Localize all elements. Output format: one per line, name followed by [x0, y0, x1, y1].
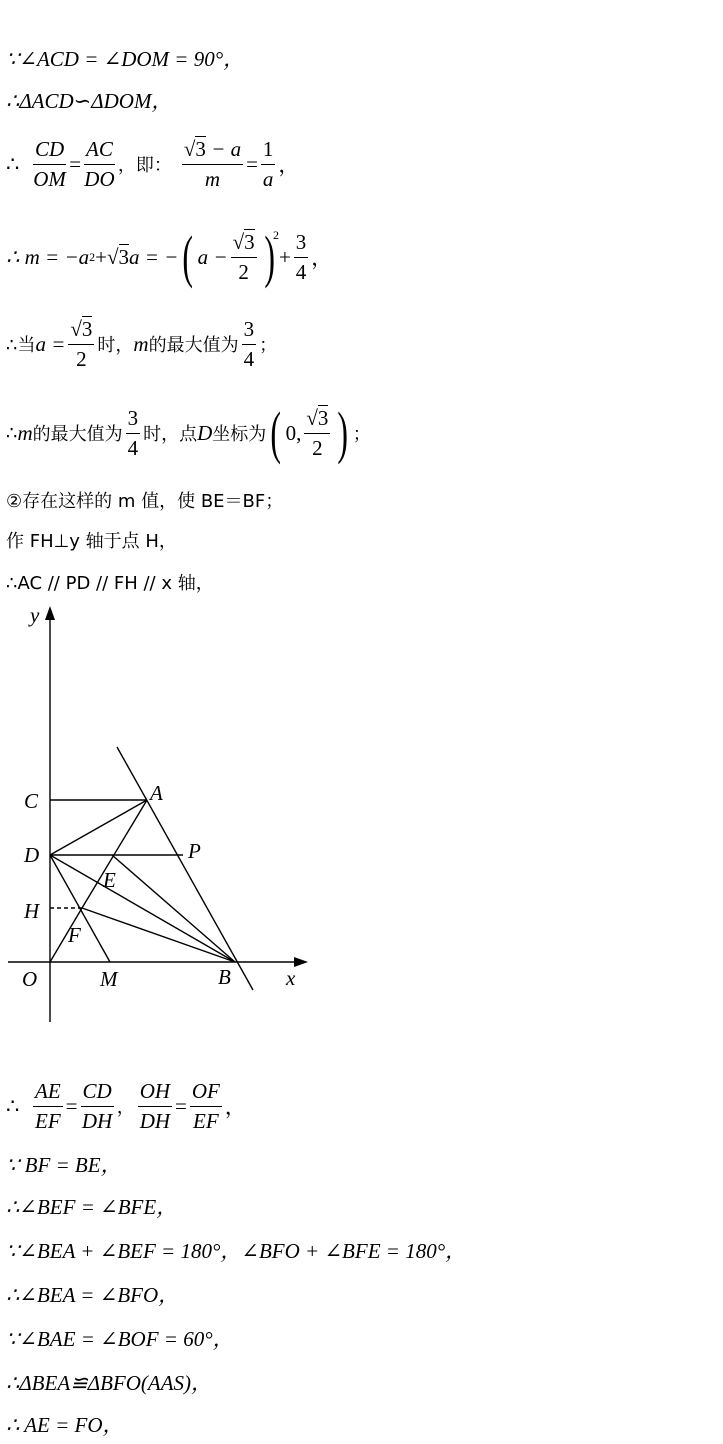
line-4-tail: ，	[311, 246, 333, 270]
fraction-numerator: √3 − a	[182, 137, 243, 164]
fraction-3-4	[126, 406, 141, 459]
segment-da	[50, 800, 147, 855]
fraction-denominator: a	[262, 166, 274, 191]
label-y: y	[30, 603, 40, 627]
fraction-numerator: OF	[190, 1079, 222, 1106]
fraction-numerator: 3	[242, 317, 257, 344]
fraction-sqrt3-2	[304, 406, 330, 459]
fraction-numerator: AE	[33, 1079, 63, 1106]
fraction-1-a	[261, 137, 276, 190]
var-m: m	[133, 331, 149, 356]
fraction-oh-dh	[138, 1079, 172, 1132]
line-11-text: ∵ BF = BE，	[6, 1153, 122, 1177]
equals-sign: =	[69, 151, 82, 176]
line-10	[6, 1078, 246, 1134]
line-3	[6, 136, 299, 192]
fraction-numerator: AC	[84, 137, 115, 164]
line-5-text: 时，	[97, 335, 134, 356]
line-12	[6, 1186, 177, 1226]
line-17-text: ∴ AE = FO，	[6, 1413, 124, 1437]
line-11	[6, 1144, 122, 1184]
geometry-figure	[0, 600, 330, 1030]
fraction-numerator: OH	[138, 1079, 172, 1106]
therefore-symbol: ∴	[6, 1093, 20, 1118]
line-14-text: ∴∠BEA = ∠BFO，	[6, 1283, 180, 1307]
fraction-ac-do	[84, 137, 115, 190]
line-15-text: ∵∠BAE = ∠BOF = 60°，	[6, 1327, 234, 1351]
line-4-mid: a = −	[129, 244, 179, 269]
var-m: m	[17, 420, 33, 445]
fraction-3-4	[242, 317, 257, 370]
line-15	[6, 1318, 234, 1358]
fraction-numerator: √3	[68, 317, 94, 344]
line-2	[6, 80, 172, 120]
fraction-sqrt3-2	[231, 230, 257, 283]
line-5-tail: ；	[259, 335, 278, 356]
fraction-3-4	[294, 230, 309, 283]
label-c: C	[24, 789, 39, 813]
label-x: x	[286, 966, 296, 990]
fraction-denominator: EF	[35, 1108, 61, 1133]
radicand: 3	[195, 137, 206, 162]
line-8	[6, 520, 177, 560]
line-5	[6, 314, 277, 374]
line-9-text: ∴AC // PD // FH // x 轴，	[6, 573, 214, 594]
radicand: 3	[317, 406, 329, 431]
exponent: 2	[89, 249, 96, 264]
line-8-text: 作 FH⊥y 轴于点 H，	[6, 531, 177, 552]
equals-sign: =	[175, 1093, 187, 1118]
fraction-numerator: CD	[33, 137, 66, 164]
fraction-denominator: 2	[312, 435, 323, 460]
radicand: 3	[81, 317, 93, 342]
line-7	[6, 480, 283, 520]
fraction-cd-dh	[81, 1079, 114, 1132]
fraction-denominator: 4	[243, 346, 255, 371]
fraction-cd-om	[33, 137, 66, 190]
fraction-denominator: OM	[33, 166, 66, 191]
fraction-denominator: 2	[238, 259, 249, 284]
exponent: 2	[272, 227, 279, 242]
point-d: D	[197, 420, 213, 445]
fraction-sqrt3-a-m	[182, 137, 243, 190]
line-4: ∴ m = −a 2 + √ 3 a = − ( a − $\frac{√3}{2}$ ) $^2$ + $\frac{3}{4}$ ，	[6, 224, 333, 289]
line-16-text: ∴ΔBEA≌ΔBFO(AAS)，	[6, 1371, 213, 1395]
right-paren: )	[263, 224, 275, 289]
left-paren: (	[270, 400, 282, 465]
line-14	[6, 1274, 179, 1314]
fraction-ae-ef	[33, 1079, 63, 1132]
line-1	[6, 38, 244, 78]
numerator-rest: − a	[205, 137, 242, 162]
ji-text: ，即：	[117, 155, 172, 176]
equals-sign: =	[65, 1093, 78, 1118]
label-f: F	[68, 923, 81, 947]
coord-x: 0,	[285, 420, 302, 445]
fraction-numerator: 3	[294, 230, 309, 257]
line-13-text: ∵∠BEA + ∠BEF = 180°，∠BFO + ∠BFE = 180°，	[6, 1239, 467, 1263]
fraction-denominator: m	[204, 166, 221, 191]
line-6-tail: ；	[352, 424, 371, 445]
x-axis-arrow	[294, 957, 308, 967]
label-b: B	[218, 965, 231, 989]
label-a: A	[150, 781, 163, 805]
equals-sign: =	[246, 151, 258, 176]
label-d: D	[24, 843, 40, 867]
fraction-denominator: DH	[139, 1108, 171, 1133]
label-h: H	[24, 899, 40, 923]
fraction-denominator: DO	[84, 166, 115, 191]
fraction-denominator: 2	[76, 346, 87, 371]
label-m: M	[100, 967, 118, 991]
fraction-numerator: √3	[304, 406, 330, 433]
line-2-text: ∴ΔACD∽ΔDOM，	[6, 89, 173, 113]
plus: +	[278, 244, 291, 269]
line-6-text: 的最大值为	[32, 424, 123, 445]
line-3-tail: ，	[278, 153, 300, 177]
fraction-numerator: CD	[81, 1079, 114, 1106]
fraction-numerator: 3	[126, 406, 141, 433]
line-5-head: ∴当	[6, 335, 36, 356]
fraction-denominator: 4	[295, 259, 307, 284]
fraction-denominator: DH	[81, 1108, 113, 1133]
var-a: a =	[35, 331, 66, 356]
line-10-tail: ，	[224, 1095, 246, 1119]
plus: +	[95, 244, 107, 269]
line-9	[6, 562, 214, 602]
line-5-text: 的最大值为	[148, 335, 239, 356]
comma: ，	[116, 1097, 135, 1118]
right-paren: )	[337, 400, 349, 465]
label-o: O	[22, 967, 38, 991]
fraction-denominator: 4	[127, 435, 139, 460]
line-16	[6, 1362, 212, 1402]
fraction-of-ef	[190, 1079, 222, 1132]
label-p: P	[188, 839, 201, 863]
line-4-head: ∴ m = −a	[6, 244, 90, 269]
line-6-head: ∴	[6, 422, 18, 444]
fraction-denominator: EF	[193, 1108, 219, 1133]
fraction-numerator: √3	[231, 230, 257, 257]
left-paren: (	[182, 224, 194, 289]
line-6-text: 时，点	[143, 424, 198, 445]
radicand: 3	[118, 245, 129, 269]
line-13	[6, 1230, 466, 1270]
label-e: E	[103, 868, 116, 892]
line-6	[6, 400, 371, 466]
radicand: 3	[244, 230, 255, 255]
inner-term: a −	[197, 244, 228, 269]
line-through-a-b	[117, 747, 253, 990]
fraction-sqrt3-2	[68, 317, 94, 370]
therefore-symbol: ∴	[6, 151, 20, 176]
fraction-numerator: 1	[261, 137, 276, 164]
line-6-text: 坐标为	[212, 424, 267, 445]
line-17	[6, 1404, 124, 1444]
line-1-text: ∵∠ACD = ∠DOM = 90°，	[6, 47, 245, 71]
segment-eb	[112, 855, 235, 962]
y-axis-arrow	[45, 606, 55, 620]
line-7-text: ②存在这样的 m 值，使 BE＝BF；	[6, 491, 284, 512]
line-12-text: ∴∠BEF = ∠BFE，	[6, 1195, 178, 1219]
